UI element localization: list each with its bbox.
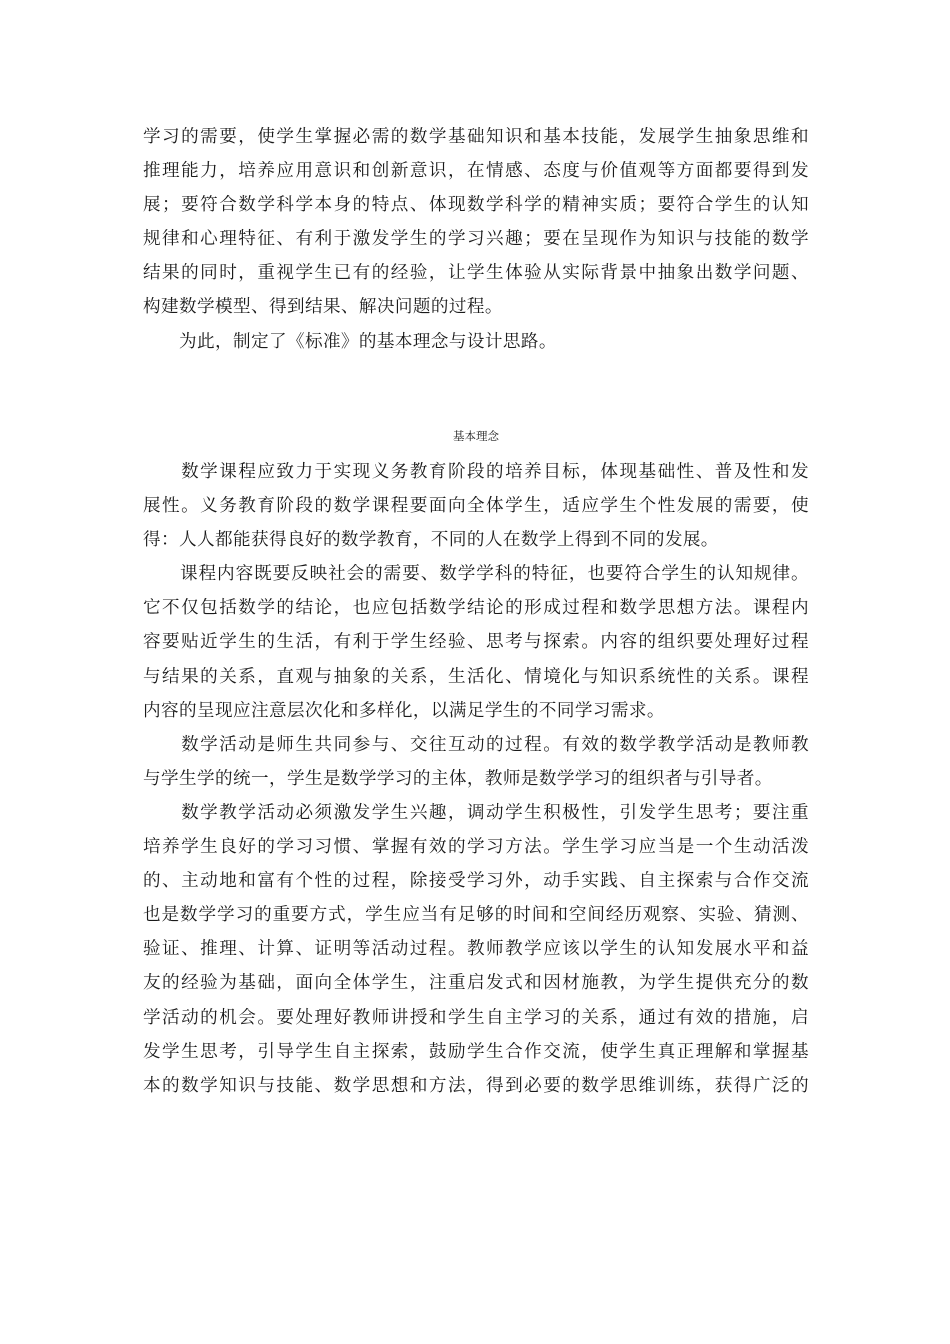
text-line: 数学教学活动必须激发学生兴趣，调动学生积极性，引发学生思考；要注重	[143, 802, 809, 823]
text-line: 数学活动是师生共同参与、交往互动的过程。有效的数学教学活动是教师教	[143, 734, 809, 755]
text-line: 课程内容既要反映社会的需要、数学学科的特征，也要符合学生的认知规律。	[143, 564, 809, 585]
text-line: 构建数学模型、得到结果、解决问题的过程。	[143, 297, 503, 318]
text-line: 与结果的关系，直观与抽象的关系，生活化、情境化与知识系统性的关系。课程	[143, 666, 809, 687]
text-line: 学活动的机会。要处理好教师讲授和学生自主学习的关系，通过有效的措施，启	[143, 1007, 809, 1028]
text-line: 容要贴近学生的生活，有利于学生经验、思考与探索。内容的组织要处理好过程	[143, 632, 809, 653]
text-line: 展；要符合数学科学本身的特点、体现数学科学的精神实质；要符合学生的认知	[143, 195, 809, 216]
paragraph	[143, 728, 809, 796]
paragraph	[143, 557, 809, 727]
text-line: 培养学生良好的学习习惯、掌握有效的学习方法。学生学习应当是一个生动活泼	[143, 837, 809, 858]
text-line: 为此，制定了《标准》的基本理念与设计思路。	[143, 331, 557, 352]
paragraph	[143, 455, 809, 557]
paragraph	[143, 796, 809, 1103]
text-line: 推理能力，培养应用意识和创新意识，在情感、态度与价值观等方面都要得到发	[143, 161, 809, 182]
paragraph	[143, 325, 809, 359]
text-line: 学习的需要，使学生掌握必需的数学基础知识和基本技能，发展学生抽象思维和	[143, 127, 809, 147]
text-line: 验证、推理、计算、证明等活动过程。教师教学应该以学生的认知发展水平和益	[143, 939, 809, 960]
text-line: 内容的呈现应注意层次化和多样化，以满足学生的不同学习需求。	[143, 700, 665, 721]
text-line: 数学课程应致力于实现义务教育阶段的培养目标，体现基础性、普及性和发	[143, 462, 809, 482]
text-line: 展性。义务教育阶段的数学课程要面向全体学生，适应学生个性发展的需要，使	[143, 496, 809, 517]
text-line: 规律和心理特征、有利于激发学生的学习兴趣；要在呈现作为知识与技能的数学	[143, 229, 809, 250]
section-heading: 基本理念	[453, 429, 499, 443]
text-line: 它不仅包括数学的结论，也应包括数学结论的形成过程和数学思想方法。课程内	[143, 598, 809, 619]
text-line: 友的经验为基础，面向全体学生，注重启发式和因材施教，为学生提供充分的数	[143, 973, 809, 994]
body-text-top	[143, 120, 809, 359]
text-line: 发学生思考，引导学生自主探索，鼓励学生合作交流，使学生真正理解和掌握基	[143, 1041, 809, 1062]
text-line: 结果的同时，重视学生已有的经验，让学生体验从实际背景中抽象出数学问题、	[143, 263, 809, 284]
text-line: 本的数学知识与技能、数学思想和方法，得到必要的数学思维训练，获得广泛的	[143, 1075, 809, 1096]
paragraph	[143, 120, 809, 325]
text-line: 的、主动地和富有个性的过程，除接受学习外，动手实践、自主探索与合作交流	[143, 871, 809, 892]
text-line: 也是数学学习的重要方式，学生应当有足够的时间和空间经历观察、实验、猜测、	[143, 905, 809, 926]
text-line: 得：人人都能获得良好的数学教育，不同的人在数学上得到不同的发展。	[143, 530, 719, 551]
body-text-bottom	[143, 455, 809, 1103]
text-line: 与学生学的统一，学生是数学学习的主体，教师是数学学习的组织者与引导者。	[143, 768, 773, 789]
